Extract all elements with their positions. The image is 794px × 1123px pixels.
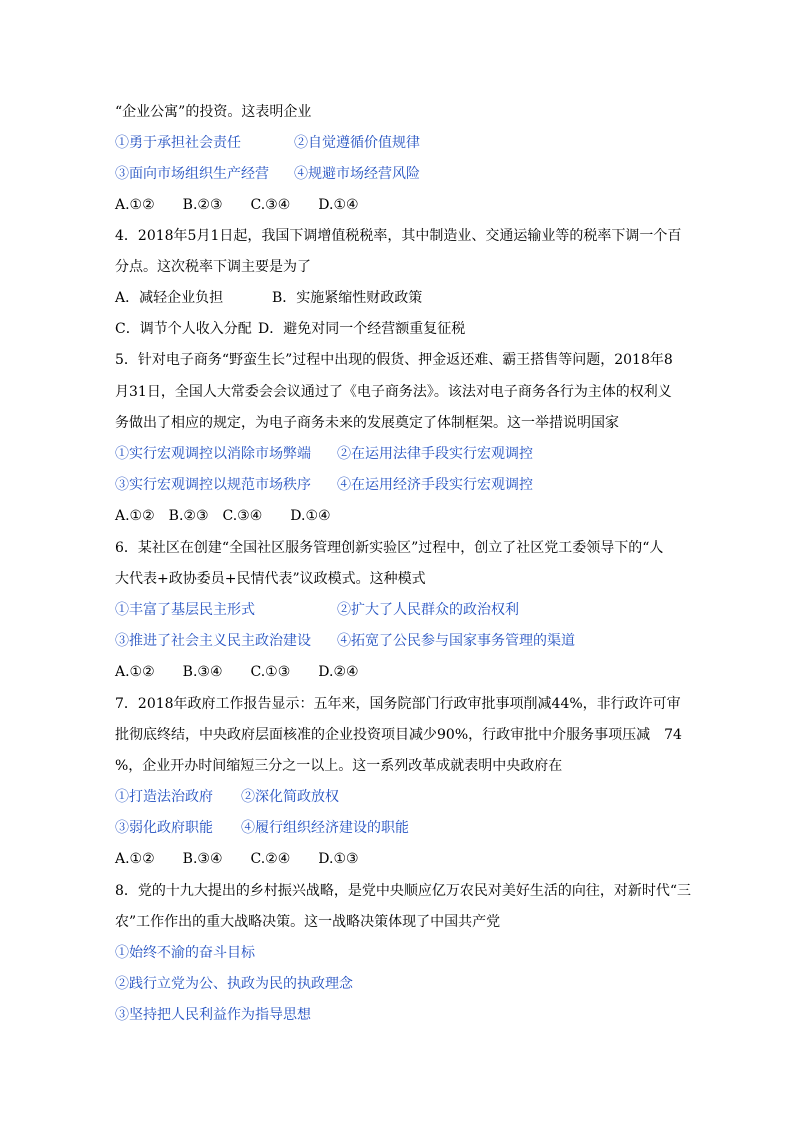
q6-stem-line-1: 6．某社区在创建“全国社区服务管理创新实验区”过程中，创立了社区党工委领导下的“人 bbox=[115, 540, 664, 556]
q5-answer-choices: A.①② B.②③ C.③④ D.①④ bbox=[115, 508, 331, 524]
q8-option-1: ①始终不渝的奋斗目标 bbox=[115, 945, 255, 961]
q6-answer-choices: A.①② B.③④ C.①③ D.②④ bbox=[115, 664, 359, 680]
q3-option-2: ②自觉遵循价值规律 bbox=[294, 135, 420, 151]
q6-option-4: ④拓宽了公民参与国家事务管理的渠道 bbox=[337, 633, 575, 649]
q6-option-2: ②扩大了人民群众的政治权利 bbox=[337, 602, 519, 618]
q5-option-4: ④在运用经济手段实行宏观调控 bbox=[337, 477, 533, 493]
q3-option-3: ③面向市场组织生产经营 bbox=[115, 166, 269, 182]
q3-stem-tail: “企业公寓”的投资。这表明企业 bbox=[115, 104, 312, 120]
q4-choice-d: D．避免对同一个经营额重复征税 bbox=[258, 321, 466, 337]
q8-option-3: ③坚持把人民利益作为指导思想 bbox=[115, 1007, 311, 1023]
q8-stem-line-2: 农”工作作出的重大战略决策。这一战略决策体现了中国共产党 bbox=[115, 914, 501, 930]
q5-stem-line-2: 月31日，全国人大常委会会议通过了《电子商务法》。该法对电子商务各行为主体的权利义 bbox=[115, 384, 672, 400]
q8-option-2: ②践行立党为公、执政为民的执政理念 bbox=[115, 976, 353, 992]
q7-stem-line-2: 批彻底终结，中央政府层面核准的企业投资项目减少90%，行政审批中介服务事项压减 74 bbox=[115, 727, 682, 743]
q7-options-3-4: ③弱化政府职能 ④履行组织经济建设的职能 bbox=[115, 820, 409, 836]
q6-option-3: ③推进了社会主义民主政治建设 bbox=[115, 633, 311, 649]
q7-answer-choices: A.①② B.③④ C.②④ D.①③ bbox=[115, 851, 359, 867]
q4-choice-b: B．实施紧缩性财政政策 bbox=[272, 290, 423, 306]
q7-options-1-2: ①打造法治政府 ②深化简政放权 bbox=[115, 789, 339, 805]
q4-stem-line-1: 4．2018年5月1日起，我国下调增值税税率，其中制造业、交通运输业等的税率下调一个百 bbox=[115, 228, 682, 244]
q4-stem-line-2: 分点。这次税率下调主要是为了 bbox=[115, 259, 311, 275]
q5-option-1: ①实行宏观调控以消除市场弊端 bbox=[115, 446, 311, 462]
q3-option-4: ④规避市场经营风险 bbox=[294, 166, 420, 182]
q7-stem-line-3: %，企业开办时间缩短三分之一以上。这一系列改革成就表明中央政府在 bbox=[115, 758, 563, 774]
q7-stem-line-1: 7．2018年政府工作报告显示：五年来，国务院部门行政审批事项削减44%，非行政许可审 bbox=[115, 696, 681, 712]
q6-stem-line-2: 大代表+政协委员+民情代表”议政模式。这种模式 bbox=[115, 571, 426, 587]
q5-stem-line-3: 务做出了相应的规定，为电子商务未来的发展奠定了体制框架。这一举措说明国家 bbox=[115, 415, 619, 431]
q3-option-1: ①勇于承担社会责任 bbox=[115, 135, 241, 151]
q4-choice-c: C．调节个人收入分配 bbox=[115, 321, 252, 337]
q6-option-1: ①丰富了基层民主形式 bbox=[115, 602, 255, 618]
q5-option-2: ②在运用法律手段实行宏观调控 bbox=[337, 446, 533, 462]
q3-answer-choices: A.①② B.②③ C.③④ D.①④ bbox=[115, 197, 359, 213]
q5-option-3: ③实行宏观调控以规范市场秩序 bbox=[115, 477, 311, 493]
q4-choice-a: A．减轻企业负担 bbox=[115, 290, 224, 306]
q8-stem-line-1: 8．党的十九大提出的乡村振兴战略，是党中央顺应亿万农民对美好生活的向往，对新时代“三 bbox=[115, 883, 692, 899]
q5-stem-line-1: 5．针对电子商务“野蛮生长”过程中出现的假货、押金返还难、霸王搭售等问题，2018年8 bbox=[115, 352, 673, 368]
